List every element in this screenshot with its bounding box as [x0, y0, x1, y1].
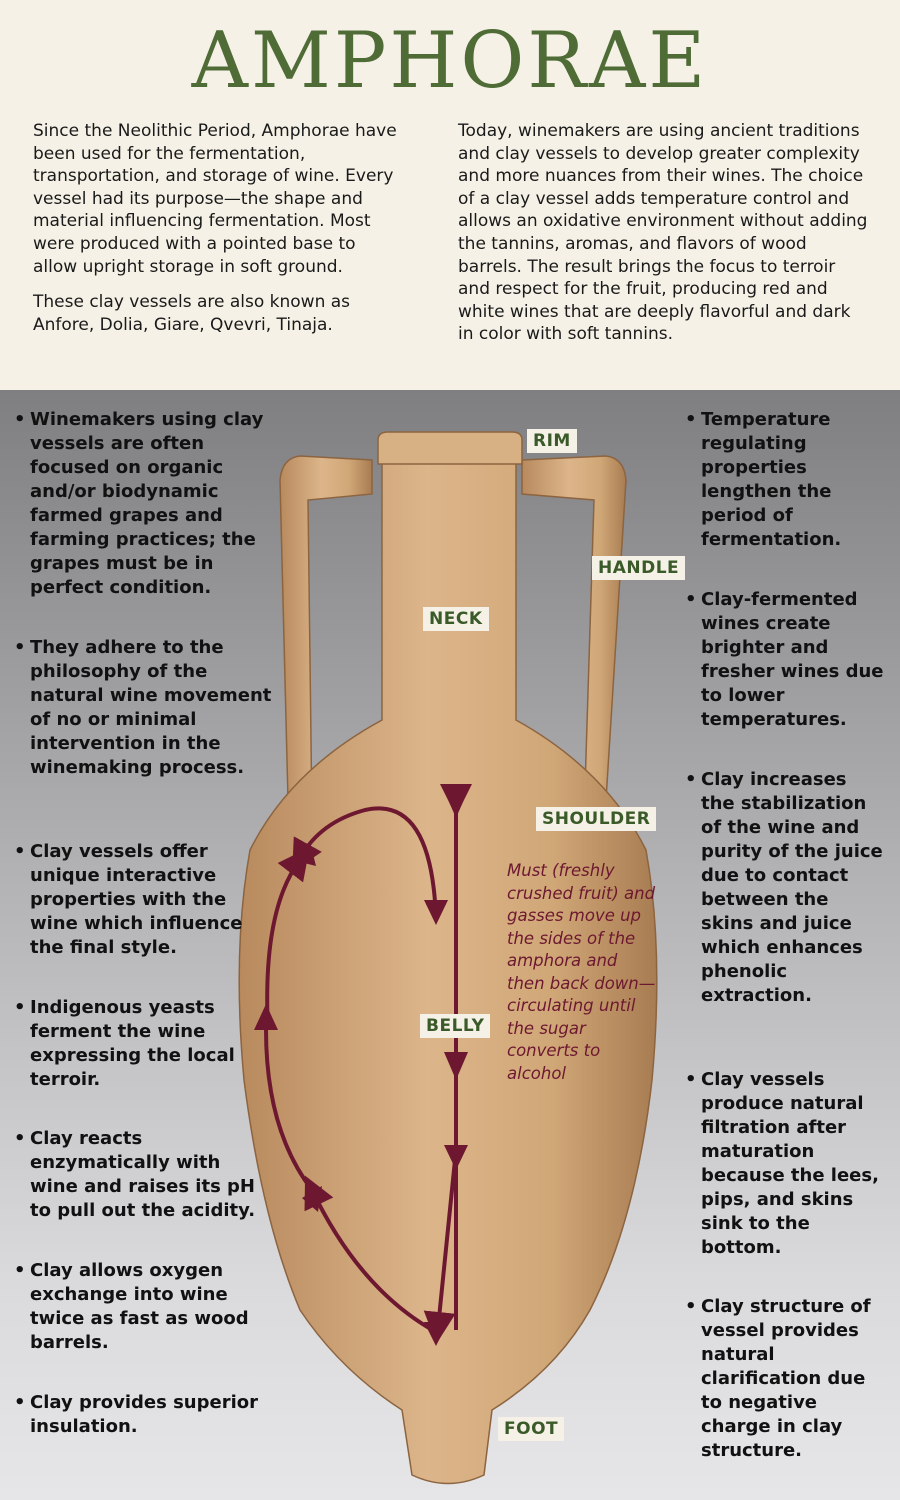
- label-foot: FOOT: [498, 1417, 564, 1441]
- fact-right-3: • Clay increases the stabilization of the wine and purity of the juice due to contact between the skins and juice which enhances phenolic extraction.: [685, 768, 886, 1008]
- fact-right-5: • Clay structure of vessel provides natural clarification due to negative charge in clay structure.: [685, 1295, 886, 1463]
- label-belly: BELLY: [420, 1014, 490, 1038]
- label-neck: NECK: [423, 607, 489, 631]
- fact-left-2: • They adhere to the philosophy of the natural wine movement of no or minimal intervention in the winemaking process.: [14, 636, 272, 780]
- must-circulation-note: Must (freshly crushed fruit) and gasses move up the sides of the amphora and then back down—circulating until the sugar converts to alcohol: [507, 861, 656, 1083]
- intro-right-paragraph: Today, winemakers are using ancient traditions and clay vessels to develop greater complexity and more nuances from their wines. The choice of a clay vessel adds temperature control and allows an oxidative environment without adding the tannins, aromas, and flavors of wood barrels. The result brings the focus to terroir and respect for the fruit, producing red and white wines that are deeply flavorful and dark in color with soft tannins.: [458, 121, 868, 345]
- label-rim: RIM: [527, 429, 577, 453]
- intro-panel: [0, 0, 900, 390]
- intro-left-paragraph-2: These clay vessels are also known as Anfore, Dolia, Giare, Qvevri, Tinaja.: [33, 292, 351, 335]
- fact-left-3: • Clay vessels offer unique interactive properties with the wine which influence the final style.: [14, 840, 272, 960]
- page-title: AMPHORAE: [191, 16, 709, 106]
- fact-right-2: • Clay-fermented wines create brighter and fresher wines due to lower temperatures.: [685, 588, 886, 732]
- label-handle: HANDLE: [592, 556, 685, 580]
- intro-left-paragraph-1: Since the Neolithic Period, Amphorae have been used for the fermentation, transportation, and storage of wine. Every vessel had its purpose—the shape and material influencing fermentation. Most were produced with a pointed base to allow upright storage in soft ground.: [33, 121, 397, 277]
- fact-left-6: • Clay allows oxygen exchange into wine twice as fast as wood barrels.: [14, 1259, 272, 1355]
- fact-left-7: • Clay provides superior insulation.: [14, 1391, 272, 1439]
- fact-left-5: • Clay reacts enzymatically with wine and raises its pH to pull out the acidity.: [14, 1127, 272, 1223]
- fact-left-4: • Indigenous yeasts ferment the wine expressing the local terroir.: [14, 996, 272, 1092]
- fact-right-1: • Temperature regulating properties lengthen the period of fermentation.: [685, 408, 886, 552]
- label-shoulder: SHOULDER: [536, 807, 656, 831]
- amphora-diagram: [0, 390, 900, 1500]
- fact-left-1: • Winemakers using clay vessels are often focused on organic and/or biodynamic farmed grapes and farming practices; the grapes must be in perfect condition.: [14, 408, 272, 600]
- amphora-rim: [378, 432, 522, 464]
- fact-right-4: • Clay vessels produce natural filtration after maturation because the lees, pips, and skins sink to the bottom.: [685, 1068, 886, 1260]
